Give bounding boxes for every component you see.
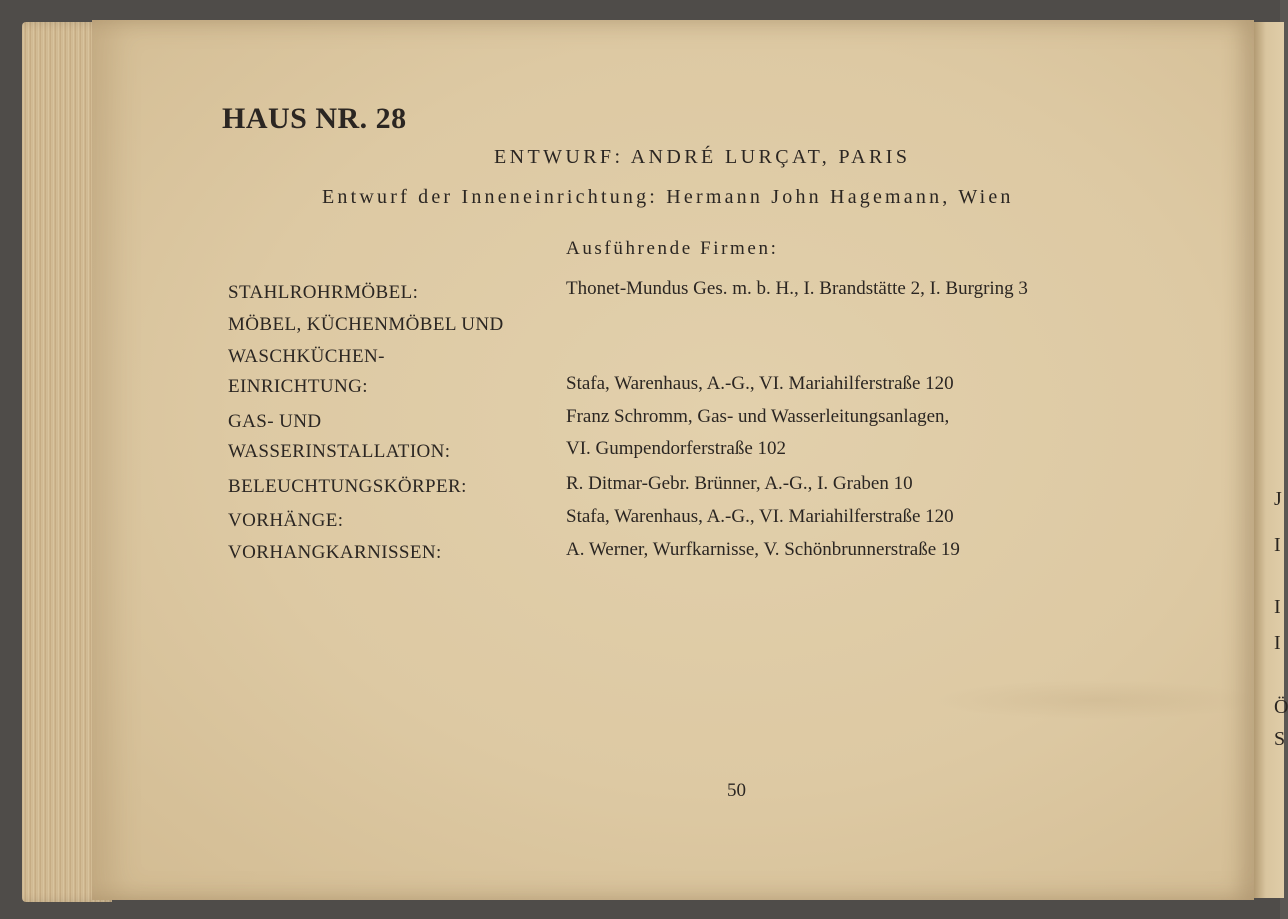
- entry-label: VORHÄNGE:: [228, 510, 344, 531]
- next-page-char: I: [1274, 534, 1281, 556]
- entry-value: Stafa, Warenhaus, A.-G., VI. Mariahilferstraße 120: [566, 373, 954, 394]
- interior-design-line: Entwurf der Inneneinrichtung: Hermann John Hagemann, Wien: [322, 186, 1014, 208]
- entry-label: WASCHKÜCHEN-: [228, 346, 385, 367]
- architect-line: ENTWURF: ANDRÉ LURÇAT, PARIS: [494, 146, 911, 168]
- entry-value: Stafa, Warenhaus, A.-G., VI. Mariahilferstraße 120: [566, 506, 954, 527]
- entry-label: EINRICHTUNG:: [228, 376, 368, 397]
- paper-stain: [932, 680, 1262, 720]
- next-page-char: J: [1274, 488, 1282, 510]
- entry-label: VORHANGKARNISSEN:: [228, 542, 442, 563]
- page-number: 50: [727, 780, 746, 801]
- house-title: HAUS NR. 28: [222, 102, 407, 135]
- entry-value: Franz Schromm, Gas- und Wasserleitungsanlagen,: [566, 406, 950, 427]
- next-page-char: I: [1274, 596, 1281, 618]
- entry-label: MÖBEL, KÜCHENMÖBEL UND: [228, 314, 504, 335]
- entry-value: R. Ditmar-Gebr. Brünner, A.-G., I. Graben 10: [566, 473, 913, 494]
- firms-heading: Ausführende Firmen:: [566, 238, 779, 259]
- entry-label: WASSERINSTALLATION:: [228, 441, 451, 462]
- next-page-char: Ö: [1274, 696, 1288, 718]
- entry-label: STAHLROHRMÖBEL:: [228, 282, 419, 303]
- next-page-char: I: [1274, 632, 1281, 654]
- next-page-edge: [1254, 22, 1288, 898]
- entry-label: GAS- UND: [228, 411, 322, 432]
- entry-value: VI. Gumpendorferstraße 102: [566, 438, 787, 459]
- entry-value: A. Werner, Wurfkarnisse, V. Schönbrunnerstraße 19: [566, 539, 960, 560]
- next-page-char: S: [1274, 728, 1286, 750]
- entry-label: BELEUCHTUNGSKÖRPER:: [228, 476, 467, 497]
- entry-value: Thonet-Mundus Ges. m. b. H., I. Brandstätte 2, I. Burgring 3: [566, 278, 1028, 299]
